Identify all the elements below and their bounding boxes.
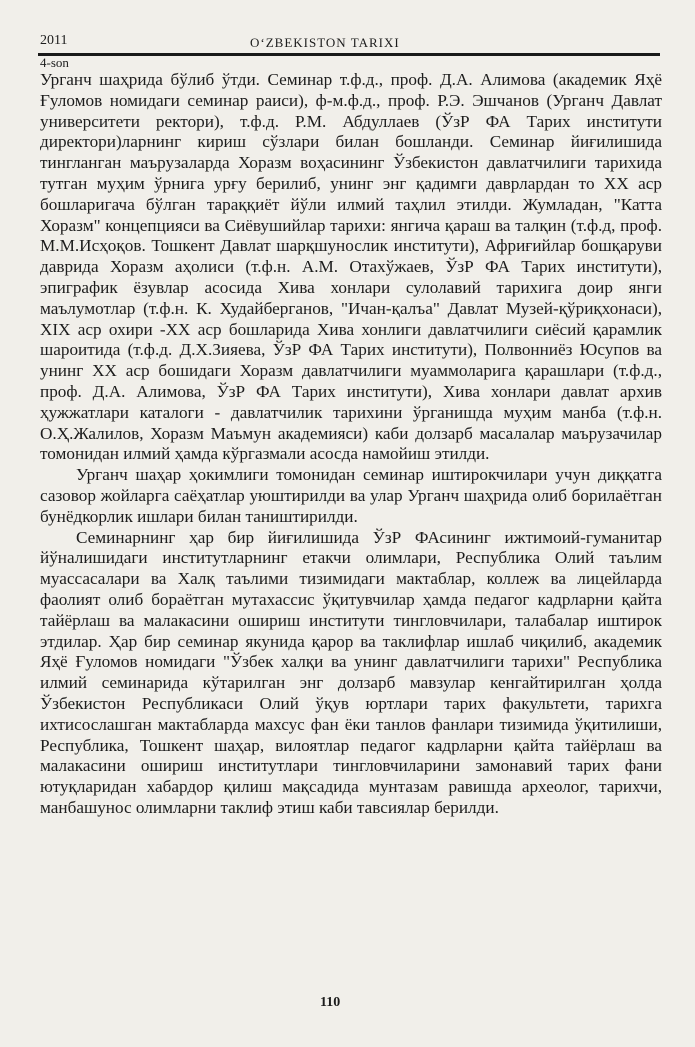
page-number: 110 [320, 995, 341, 1010]
header-journal-title: O‘ZBEKISTON TARIXI [250, 35, 400, 50]
paragraph-1: Урганч шаҳрида бўлиб ўтди. Семинар т.ф.д., проф. Д.А. Алимова (академик Яҳё Ғуломов номидаги семинар раиси), ф-м.ф.д., проф. Р.Э. Эшчанов (Урганч Давлат университети ректори), т.ф.д. Р.М. Абдуллаев (ЎзР ФА Тарих институти директори)ларнинг кириш сўзлари билан бошланди. Семинар йиғилишида тингланган маърузаларда Хоразм воҳасининг Ўзбекистон давлатчилиги тарихида тутган муҳим ўрнига урғу берилиб, унинг энг қадимги даврлардан то XX аср бошларигача бўлган тараққиёт йўли илмий таҳлил этилди. Жумладан, "Катта Хоразм" концепцияси ва Сиёвушийлар тарихи: янгича қараш ва талқин (т.ф.д, проф. М.М.Исҳоқов. Тошкент Давлат шарқшунослик институти), Африғийлар бошқаруви даврида Хоразм аҳолиси (т.ф.н. А.М. Отахўжаев, ЎзР ФА Тарих институти), эпиграфик ёзувлар асосида Хива хонлари сулолавий тарихига доир янги маълумотлар (т.ф.н. К. Худайберганов, "Ичан-қалъа" Давлат Музей-қўриқхонаси), XIX аср охири -XX аср бошларида Хива хонлиги давлатчилиги сиёсий қарамлик шароитида (т.ф.д. Д.Х.Зияева, ЎзР ФА Тарих институти), Полвонниёз Юсупов ва унинг XX аср бошидаги Хоразм давлатчилиги муаммоларига қарашлари (т.ф.д., проф. Д.А. Алимова, ЎзР ФА Тарих институти), Хива хонлари давлат архив ҳужжатлари каталоги - давлатчилик тарихини ўрганишда муҳим манба (т.ф.н. О.Ҳ.Жалилов, Хоразм Маъмун академияси) каби долзарб масалалар маърузачилар томонидан илмий ҳамда кўргазмали асосда намойиш этилди. [40, 70, 662, 464]
header-issue: 4-son [40, 55, 69, 70]
header-rule [38, 53, 660, 56]
header-year: 2011 [40, 33, 68, 48]
paragraph-3: Семинарнинг ҳар бир йиғилишида ЎзР ФАсининг ижтимоий-гуманитар йўналишидаги институтларнинг етакчи олимлари, Республика Олий таълим муассасалари ва Халқ таълими тизимидаги мактаблар, коллеж ва лицейларда фаолият олиб бораётган мутахассис ўқитувчилар ҳамда педагог кадрларни қайта тайёрлаш ва малакасини ошириш институти тингловчилари, талабалар иштирок этдилар. Ҳар бир семинар якунида қарор ва таклифлар ишлаб чиқилиб, академик Яҳё Ғуломов номидаги "Ўзбек халқи ва унинг давлатчилиги тарихи" Республика илмий семинарида кўтарилган энг долзарб мавзулар кенгайтирилган ҳолда Ўзбекистон Республикаси Олий ўқув юртлари тарих факультети, тарихга ихтисослашган мактабларда махсус фан ёки танлов фанлари тизимида ўқитилиши, Республика, Тошкент шаҳар, вилоятлар педагог кадрларни қайта тайёрлаш ва малакасини ошириш институтлари тингловчиларини замонавий тарих фани ютуқларидан хабардор қилиш мақсадида мунтазам равишда археолог, тарихчи, манбашунос олимларни таклиф этиш каби тавсиялар берилди. [40, 527, 662, 817]
paragraph-2: Урганч шаҳар ҳокимлиги томонидан семинар иштирокчилари учун диққатга сазовор жойларга саёҳатлар уюштирилди ва улар Урганч шаҳрида олиб борилаётган бунёдкорлик ишлари билан таништирилди. [40, 465, 662, 526]
article-body [40, 70, 662, 819]
